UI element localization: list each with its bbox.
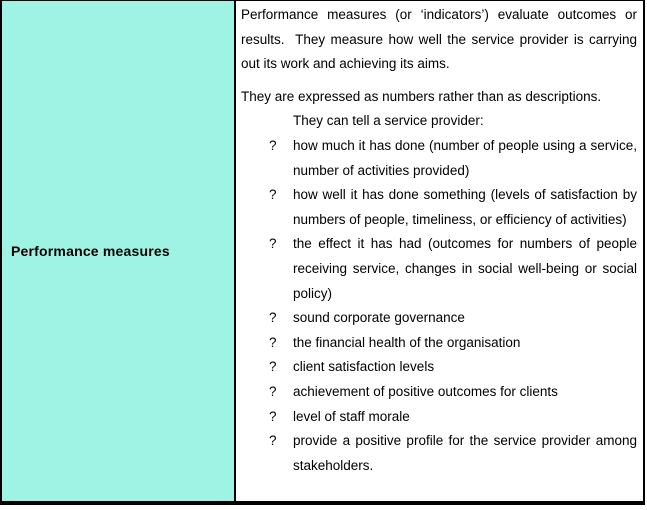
bullet-item xyxy=(241,183,637,232)
row-content-cell xyxy=(236,1,643,501)
bullet-item xyxy=(241,331,637,356)
tell-provider-line: They can tell a service provider: xyxy=(293,113,484,129)
bullet-text: how much it has done (number of people using a service, number of activities provided) xyxy=(293,137,637,178)
intro-paragraph: Performance measures (or ‘indicators’) evaluate outcomes or results. They measure how well the service provider is carrying out its work and achieving its aims. xyxy=(241,7,637,72)
bullet-marker: ? xyxy=(269,408,277,424)
bullet-item xyxy=(241,355,637,380)
bullet-text: how well it has done something (levels of satisfaction by numbers of people, timeliness, or efficiency of activities) xyxy=(293,187,637,227)
bullet-item xyxy=(241,405,637,430)
bullet-list xyxy=(241,134,637,478)
bullet-marker: ? xyxy=(269,334,277,350)
bullet-item xyxy=(241,380,637,405)
bullet-item xyxy=(241,429,637,478)
bullet-marker: ? xyxy=(269,310,277,326)
row-header-label: Performance measures xyxy=(11,243,170,259)
row-header-cell xyxy=(2,1,236,501)
bullet-item xyxy=(241,134,637,183)
bullet-marker: ? xyxy=(269,137,277,153)
bullet-marker: ? xyxy=(269,383,277,399)
bullet-marker: ? xyxy=(269,187,277,203)
bullet-marker: ? xyxy=(269,433,277,449)
bullet-marker: ? xyxy=(269,236,277,252)
bullet-marker: ? xyxy=(269,359,277,375)
bullet-text: achievement of positive outcomes for clients xyxy=(293,383,558,399)
bullet-text: sound corporate governance xyxy=(293,310,465,326)
bullet-text: the effect it has had (outcomes for numbers of people receiving service, changes in social well-being or social policy) xyxy=(293,236,637,301)
expressed-paragraph: They are expressed as numbers rather than as descriptions. xyxy=(241,88,602,104)
bullet-text: client satisfaction levels xyxy=(293,359,435,375)
bullet-item xyxy=(241,232,637,306)
bullet-item xyxy=(241,306,637,331)
bullet-text: provide a positive profile for the service provider among stakeholders. xyxy=(293,433,637,473)
bullet-text: the financial health of the organisation xyxy=(293,334,521,350)
bullet-text: level of staff morale xyxy=(293,408,410,424)
